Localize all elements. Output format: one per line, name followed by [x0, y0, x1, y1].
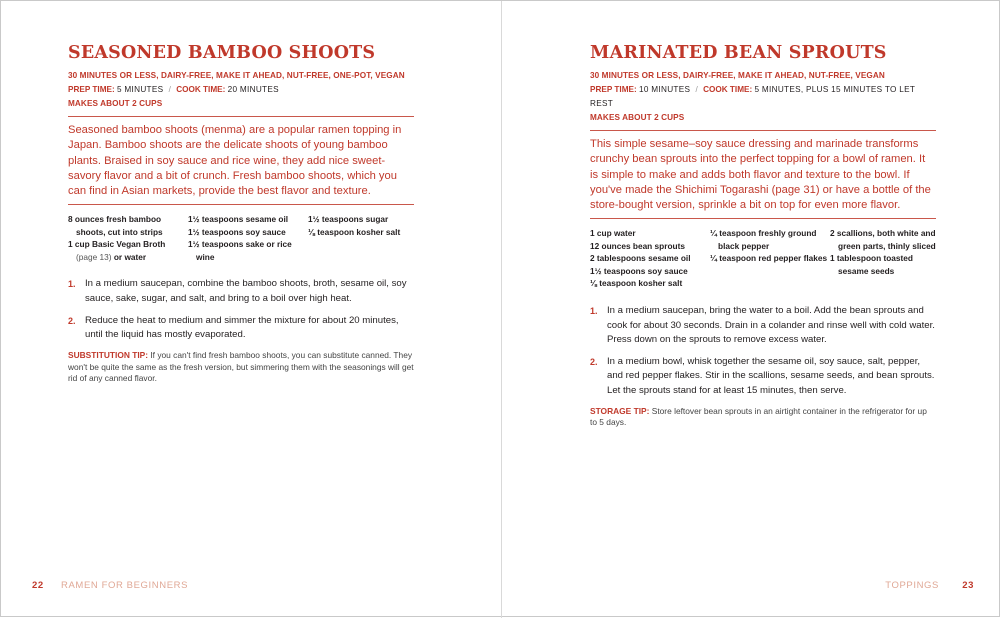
ingredient-item: 1 tablespoon toasted sesame seeds: [830, 253, 913, 276]
step-number: 1.: [590, 305, 598, 316]
recipe-intro: This simple sesame–soy sauce dressing and marinade transforms crunchy bean sprouts into the perfect topping for a bowl of ramen. It is simple to make and adds both flavor and texture to the bowl. If you've made the Shichimi Togarashi (page 31) or have a bottle of the store-bought version, sprinkle a bit on top for even more flavor.: [590, 138, 931, 212]
recipe-meta: [590, 69, 936, 125]
recipe-title: MARINATED BEAN SPROUTS: [590, 43, 887, 63]
ingredients-column: [68, 213, 188, 263]
ingredient-item: ¼ teaspoon freshly ground black pepper: [710, 228, 817, 251]
recipe-bamboo-shoots: [68, 43, 414, 385]
method-step: [590, 355, 936, 399]
storage-tip: [590, 406, 936, 430]
cook-time-label: COOK TIME:: [703, 85, 753, 94]
ingredients-column: [308, 213, 414, 263]
tip-text: If you can't find fresh bamboo shoots, you can substitute canned. They won't be quite the same as the fresh version, but simmering them with the seasonings will get rid of any canned flavor.: [68, 349, 414, 384]
ingredient-item: 1½ teaspoons sesame oil: [188, 214, 289, 225]
recipe-yield: MAKES ABOUT 2 CUPS: [68, 99, 163, 108]
ingredients-list: [68, 213, 414, 263]
prep-time-label: PREP TIME:: [590, 85, 637, 94]
right-page: [501, 1, 1000, 618]
recipe-times: [68, 83, 414, 97]
running-head: RAMEN FOR BEGINNERS: [61, 580, 189, 591]
ingredient-item: ¼ teaspoon red pepper flakes: [710, 253, 828, 264]
tip-text: Store leftover bean sprouts in an airtight container in the refrigerator for up to 5 days.: [590, 405, 927, 428]
cook-time-value: 20 MINUTES: [227, 85, 279, 94]
tip-label: SUBSTITUTION TIP:: [68, 349, 149, 360]
step-number: 2.: [590, 356, 598, 367]
ingredient-text: or water: [113, 251, 147, 262]
ingredient-item: 1½ teaspoons sake or rice wine: [188, 239, 292, 262]
cook-time-value: 5 MINUTES, PLUS 15 MINUTES TO LET REST: [590, 85, 915, 108]
left-page: [1, 1, 501, 618]
method-steps: [68, 277, 414, 342]
ingredient-item: 1½ teaspoons sugar: [308, 214, 389, 225]
recipe-yield: MAKES ABOUT 2 CUPS: [590, 113, 685, 122]
ingredient-item: [68, 238, 188, 263]
step-text: Reduce the heat to medium and simmer the mixture for about 20 minutes, until the liquid has mostly evaporated.: [85, 314, 399, 341]
ingredients-column: [590, 227, 710, 290]
recipe-bean-sprouts: [590, 43, 936, 429]
substitution-tip: [68, 350, 414, 385]
method-step: [68, 314, 414, 343]
step-number: 2.: [68, 315, 76, 326]
tip-label: STORAGE TIP:: [590, 405, 650, 416]
ingredient-item: 1½ teaspoons soy sauce: [188, 226, 286, 237]
step-text: In a medium saucepan, bring the water to a boil. Add the bean sprouts and cook for about 30 seconds. Drain in a colander and rinse well with cold water. Press down on the sprouts to remove excess water.: [607, 304, 935, 346]
recipe-intro: Seasoned bamboo shoots (menma) are a popular ramen topping in Japan. Bamboo shoots are the delicate shoots of young bamboo plants. Braised in soy sauce and rice wine, they add nice sweet-savory flavor and a bit of crunch. Fresh bamboo shoots, which you can find in Asian markets, provide the best flavor and texture.: [68, 124, 402, 198]
prep-time-value: 10 MINUTES: [639, 85, 691, 94]
time-separator: /: [168, 85, 171, 94]
method-steps: [590, 304, 936, 399]
time-separator: /: [695, 85, 698, 94]
prep-time-value: 5 MINUTES: [117, 85, 164, 94]
page-reference: (page 13): [76, 251, 112, 262]
step-text: In a medium saucepan, combine the bamboo shoots, broth, sesame oil, soy sauce, sake, sugar, and salt, and bring to a boil over high heat.: [85, 278, 407, 305]
ingredients-list: [590, 227, 936, 290]
page-footer: [885, 580, 974, 591]
recipe-tags: 30 MINUTES OR LESS, DAIRY-FREE, MAKE IT AHEAD, NUT-FREE, ONE-POT, VEGAN: [68, 71, 405, 80]
page-footer: [32, 580, 188, 591]
method-step: [590, 304, 936, 348]
ingredient-item: 1 cup water: [590, 228, 636, 239]
ingredients-column: [710, 227, 830, 290]
ingredient-item: 2 tablespoons sesame oil: [590, 253, 691, 264]
ingredient-text: 1 cup Basic Vegan Broth: [68, 239, 166, 250]
divider-rule: [590, 130, 936, 131]
divider-rule: [68, 204, 414, 205]
ingredients-column: [830, 227, 936, 290]
step-number: 1.: [68, 279, 76, 290]
divider-rule: [68, 116, 414, 117]
ingredient-item: 1½ teaspoons soy sauce: [590, 265, 688, 276]
ingredient-item: ⅛ teaspoon kosher salt: [590, 278, 683, 289]
ingredients-column: [188, 213, 308, 263]
recipe-title: SEASONED BAMBOO SHOOTS: [68, 43, 376, 63]
recipe-times: [590, 83, 936, 111]
recipe-meta: [68, 69, 414, 111]
method-step: [68, 277, 414, 306]
recipe-tags: 30 MINUTES OR LESS, DAIRY-FREE, MAKE IT AHEAD, NUT-FREE, VEGAN: [590, 71, 885, 80]
step-text: In a medium bowl, whisk together the sesame oil, soy sauce, salt, pepper, and red pepper flakes. Stir in the scallions, sesame seeds, and bean sprouts. Let the sprouts stand for at least 15 minutes, then serve.: [607, 355, 935, 396]
ingredient-item: 8 ounces fresh bamboo shoots, cut into strips: [68, 214, 163, 237]
running-head: TOPPINGS: [885, 580, 939, 591]
page-number: 23: [962, 580, 974, 591]
prep-time-label: PREP TIME:: [68, 85, 115, 94]
divider-rule: [590, 218, 936, 219]
cook-time-label: COOK TIME:: [176, 85, 226, 94]
page-number: 22: [32, 580, 44, 591]
ingredient-item: 12 ounces bean sprouts: [590, 240, 685, 251]
ingredient-item: 2 scallions, both white and green parts, thinly sliced: [830, 228, 936, 251]
ingredient-item: ⅛ teaspoon kosher salt: [308, 226, 401, 237]
